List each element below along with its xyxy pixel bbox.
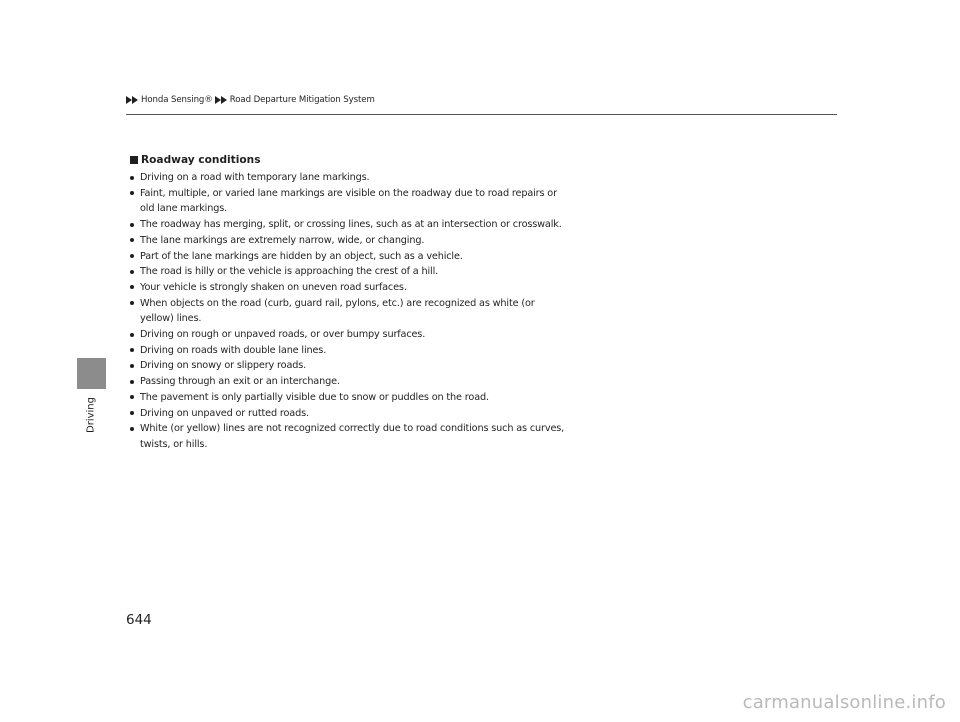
list-item: [130, 170, 570, 186]
list-item-text: White (or yellow) lines are not recognized correctly due to road conditions such as curves, twists, or hills.: [140, 423, 565, 450]
list-item: [130, 280, 570, 296]
list-item: [130, 186, 570, 217]
header-divider: [126, 114, 837, 115]
list-item-text: Driving on unpaved or rutted roads.: [140, 407, 309, 419]
list-item: [130, 374, 570, 390]
list-item-text: Part of the lane markings are hidden by an object, such as a vehicle.: [140, 250, 463, 262]
bullet-icon: [130, 395, 134, 399]
list-item-text: When objects on the road (curb, guard rail, pylons, etc.) are recognized as white (or yellow) lines.: [140, 297, 535, 325]
page-number: 644: [126, 612, 152, 628]
list-item: [130, 217, 570, 233]
list-item: [130, 249, 570, 265]
list-item-text: Driving on rough or unpaved roads, or over bumpy surfaces.: [140, 329, 426, 341]
list-item-text: Faint, multiple, or varied lane markings are visible on the roadway due to road repairs or old lane markings.: [140, 187, 557, 215]
bullet-icon: [130, 380, 134, 384]
bullet-icon: [130, 348, 134, 352]
list-item: [130, 233, 570, 249]
bullet-icon: [130, 285, 134, 289]
list-item-text: Driving on a road with temporary lane markings.: [140, 172, 370, 183]
list-item: [130, 421, 570, 452]
bullet-icon: [130, 223, 134, 227]
bullet-icon: [130, 191, 134, 195]
list-item: [130, 343, 570, 359]
section-heading: [130, 154, 261, 166]
breadcrumb-item-honda-sensing[interactable]: Honda Sensing®: [141, 95, 213, 105]
list-item-text: The road is hilly or the vehicle is approaching the crest of a hill.: [140, 266, 439, 278]
list-item: [130, 406, 570, 422]
section-heading-text: Roadway conditions: [141, 154, 261, 166]
list-item: [130, 390, 570, 406]
bullet-icon: [130, 176, 134, 180]
square-bullet-icon: [130, 156, 138, 164]
list-item-text: The pavement is only partially visible due to snow or puddles on the road.: [140, 391, 489, 403]
bullet-icon: [130, 270, 134, 274]
bullet-icon: [130, 427, 134, 431]
list-item: [130, 327, 570, 343]
bullet-icon: [130, 254, 134, 258]
list-item-text: Driving on snowy or slippery roads.: [140, 360, 307, 372]
list-item: [130, 358, 570, 374]
list-item-text: The roadway has merging, split, or crossing lines, such as at an intersection or crosswalk.: [140, 219, 562, 231]
roadway-conditions-list: [130, 170, 570, 453]
breadcrumb-item-road-departure[interactable]: Road Departure Mitigation System: [229, 95, 375, 105]
bullet-icon: [130, 333, 134, 337]
list-item-text: Passing through an exit or an interchange.: [140, 376, 340, 388]
double-triangle-arrow-icon: [215, 96, 228, 104]
bullet-icon: [130, 301, 134, 305]
list-item-text: Driving on roads with double lane lines.: [140, 344, 327, 356]
chapter-tab-marker: [77, 358, 106, 389]
list-item: [130, 296, 570, 327]
bullet-icon: [130, 411, 134, 415]
bullet-icon: [130, 238, 134, 242]
bullet-icon: [130, 364, 134, 368]
watermark-text: carmanualsonline.info: [742, 692, 946, 713]
list-item-text: Your vehicle is strongly shaken on uneven road surfaces.: [140, 281, 407, 293]
list-item-text: The lane markings are extremely narrow, wide, or changing.: [140, 234, 425, 246]
double-triangle-arrow-icon: [126, 96, 139, 104]
list-item: [130, 264, 570, 280]
chapter-tab-label: Driving: [85, 397, 97, 433]
breadcrumb: [126, 95, 377, 105]
